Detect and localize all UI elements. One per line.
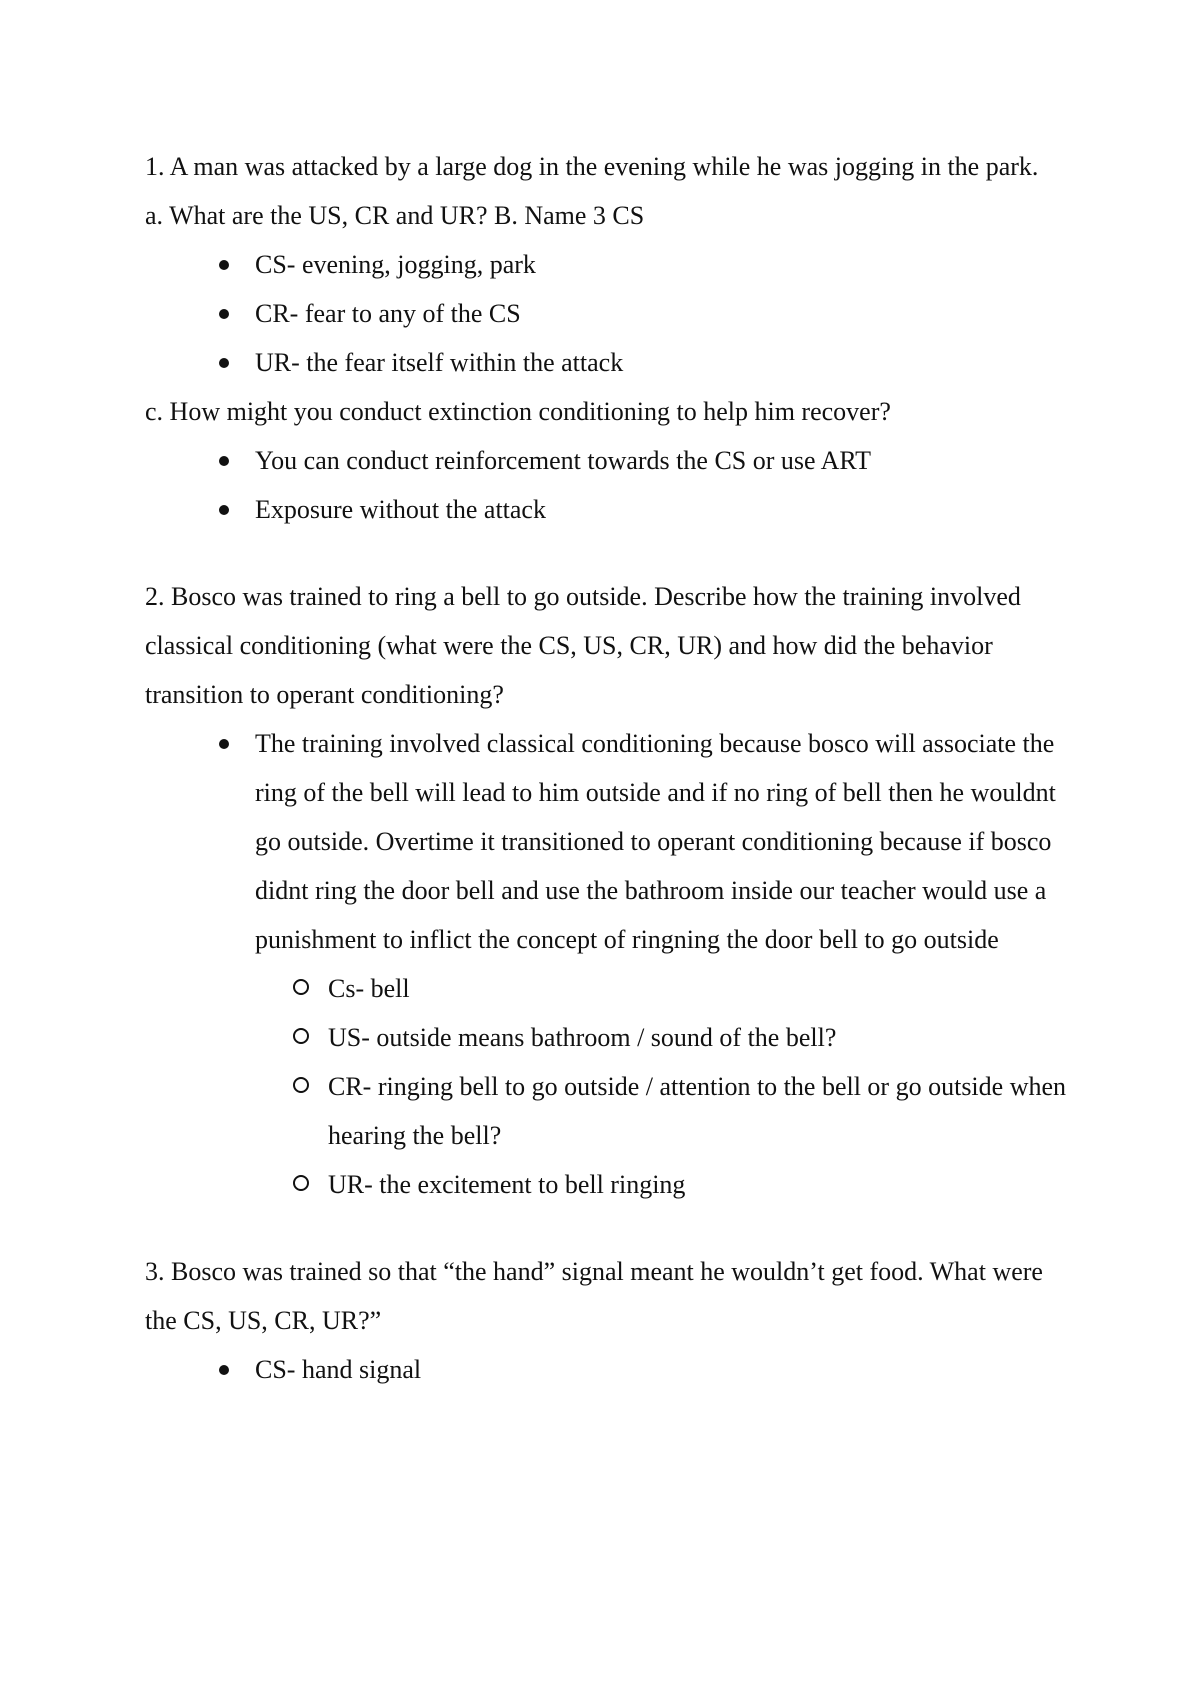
question-1-text: 1. A man was attacked by a large dog in the evening while he was jogging in the park. bbox=[145, 152, 1039, 181]
list-item: You can conduct reinforcement towards the CS or use ART bbox=[255, 436, 1075, 485]
question-1-part-c: c. How might you conduct extinction conditioning to help him recover? bbox=[145, 397, 891, 426]
hollow-bullet-icon bbox=[293, 1077, 309, 1093]
paragraph-spacer bbox=[145, 534, 1075, 572]
list-item: UR- the fear itself within the attack bbox=[255, 338, 1075, 387]
bullet-icon bbox=[219, 739, 229, 749]
list-item: Exposure without the attack bbox=[255, 485, 1075, 534]
hollow-bullet-icon bbox=[293, 979, 309, 995]
question-1-part-a-answers bbox=[145, 240, 1075, 387]
bullet-icon bbox=[219, 456, 229, 466]
question-2-text: 2. Bosco was trained to ring a bell to go outside. Describe how the training involved classical conditioning (what were the CS, US, CR, UR) and how did the behavior transition to operant conditioning? bbox=[145, 582, 1021, 709]
bullet-icon bbox=[219, 1365, 229, 1375]
list-item: CR- fear to any of the CS bbox=[255, 289, 1075, 338]
question-1-part-c-answers bbox=[145, 436, 1075, 534]
list-item: CS- evening, jogging, park bbox=[255, 240, 1075, 289]
list-item: US- outside means bathroom / sound of the bell? bbox=[328, 1013, 1075, 1062]
list-item: UR- the excitement to bell ringing bbox=[328, 1160, 1075, 1209]
bullet-icon bbox=[219, 260, 229, 270]
question-2-sub-answers bbox=[255, 964, 1075, 1209]
list-item: CS- hand signal bbox=[255, 1345, 1075, 1394]
list-item: Cs- bell bbox=[328, 964, 1075, 1013]
paragraph-spacer bbox=[145, 1209, 1075, 1247]
bullet-icon bbox=[219, 505, 229, 515]
bullet-icon bbox=[219, 309, 229, 319]
hollow-bullet-icon bbox=[293, 1175, 309, 1191]
list-item: The training involved classical conditioning because bosco will associate the ring of the bell will lead to him outside and if no ring of bell then he wouldnt go outside. Overtime it transitioned to operant conditioning because if bosco didnt ring the door bell and use the bathroom inside our teacher would use a punishment to inflict the concept of ringning the door bell to go outside Cs- bell US- outside means bathroom / sound of the bell? CR- ringing bell to go outside / attention to the bell or go outside when hearing the bell? UR- the excitement to bell ringing bbox=[255, 719, 1075, 1209]
bullet-icon bbox=[219, 358, 229, 368]
question-3-answers bbox=[145, 1345, 1075, 1394]
question-2-answers bbox=[145, 719, 1075, 1209]
question-3-text: 3. Bosco was trained so that “the hand” signal meant he wouldn’t get food. What were the CS, US, CR, UR?” bbox=[145, 1257, 1043, 1335]
document-body bbox=[145, 142, 1075, 1394]
list-item: CR- ringing bell to go outside / attention to the bell or go outside when hearing the bell? bbox=[328, 1062, 1075, 1160]
hollow-bullet-icon bbox=[293, 1028, 309, 1044]
question-1-part-a: a. What are the US, CR and UR? B. Name 3 CS bbox=[145, 201, 645, 230]
